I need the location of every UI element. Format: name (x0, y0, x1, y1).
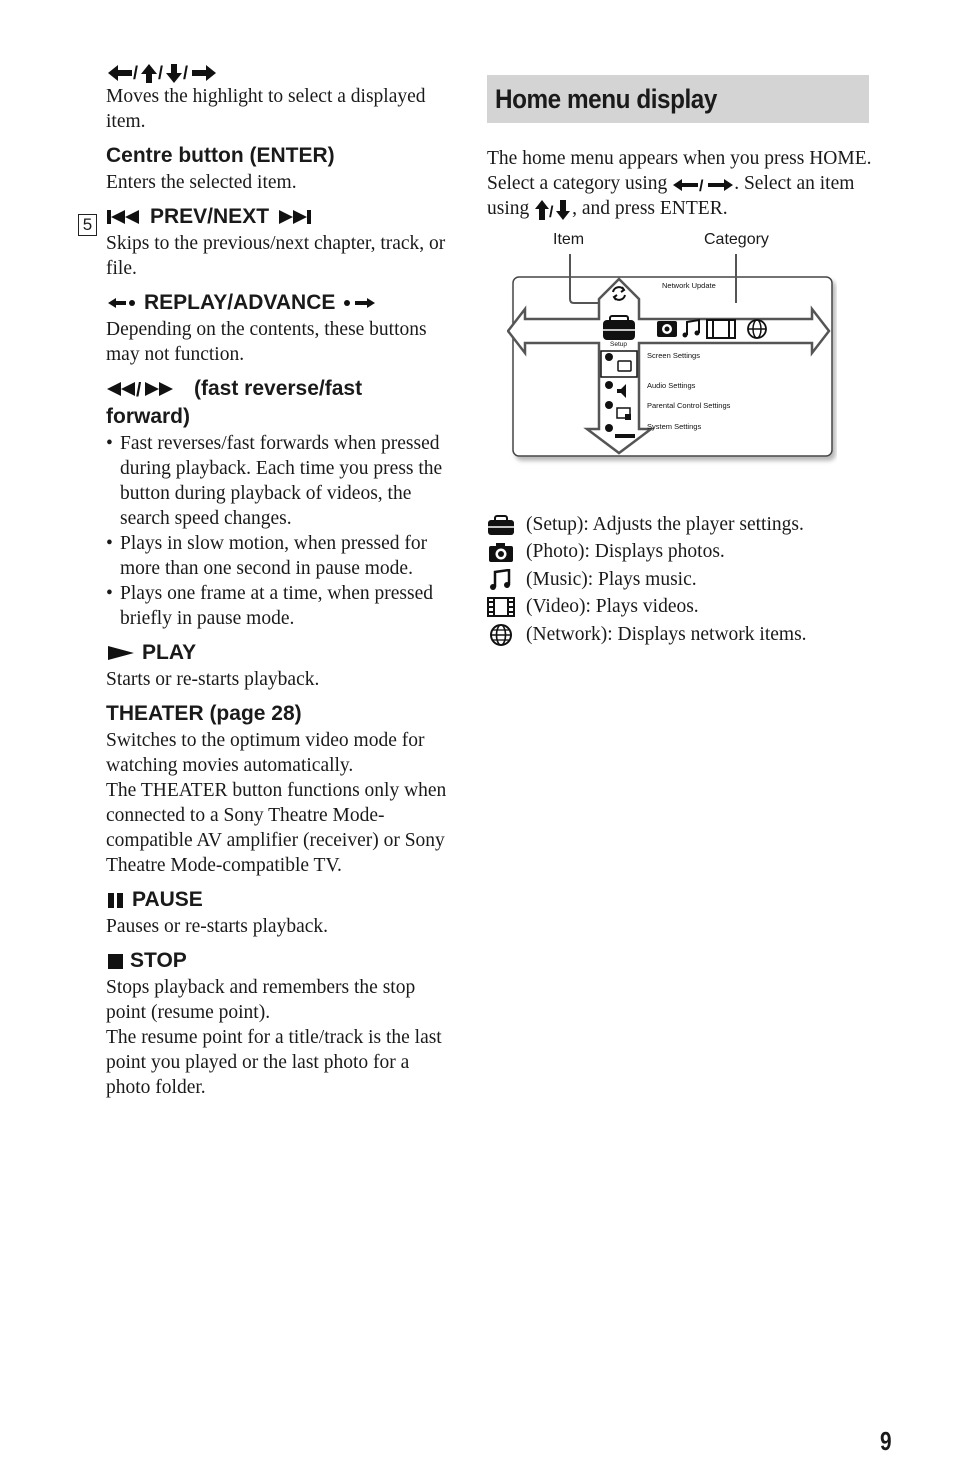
menu-item-audio-settings: Audio Settings (647, 381, 696, 390)
arrow-keys-icon (106, 62, 218, 84)
pause-desc: Pauses or re-starts playback. (106, 916, 329, 937)
photo-icon (487, 540, 515, 564)
list-item: • Fast reverses/fast forwards when pressed during playback. Each time you press the button during playback of videos, the search speed changes. (106, 431, 456, 531)
next-icon (275, 208, 313, 226)
list-item (487, 594, 877, 622)
prevnext-heading (106, 203, 456, 231)
svg-text:/: / (549, 203, 554, 221)
enter-heading: Centre button (ENTER) (106, 144, 335, 167)
list-item: • Plays in slow motion, when pressed for more than one second in pause mode. (106, 531, 456, 581)
category-list (487, 511, 877, 649)
pause-heading (106, 886, 456, 914)
left-right-arrows-icon (672, 177, 734, 193)
section-replay (106, 289, 456, 367)
right-column (487, 75, 877, 649)
play-label: PLAY (142, 641, 197, 664)
section-theater (106, 700, 456, 878)
network-icon (487, 623, 515, 647)
list-item (487, 539, 877, 567)
theater-desc-2: The THEATER button functions only when connected to a Sony Theatre Mode-compatible AV amplifier (receiver) or Sony Theatre Mode-compatible TV. (106, 780, 447, 876)
stop-desc-2: The resume point for a title/track is the last point you played or the last photo for a photo folder. (106, 1027, 442, 1098)
category-video-text: (Video): Plays videos. (526, 596, 699, 618)
setup-icon (487, 513, 515, 537)
fast-reverse-forward-icon (106, 380, 188, 398)
svg-text:/: / (183, 63, 189, 83)
page-title: Home menu display (495, 83, 717, 114)
intro-text-b: . (734, 173, 740, 194)
diagram-label-item: Item (553, 231, 585, 248)
navigation-desc: Moves the highlight to select a displayed item. (106, 86, 426, 132)
enter-desc: Enters the selected item. (106, 172, 297, 193)
list-item (487, 621, 877, 649)
play-icon (106, 644, 136, 662)
category-setup-text: (Setup): Adjusts the player settings. (526, 513, 804, 535)
menu-item-parental-control: Parental Control Settings (647, 401, 731, 410)
section-enter (106, 142, 456, 195)
intro-paragraph (487, 146, 877, 221)
svg-text:/: / (158, 63, 164, 83)
prevnext-desc: Skips to the previous/next chapter, track, or file. (106, 233, 446, 279)
music-icon (487, 568, 515, 592)
section-prevnext (106, 203, 456, 281)
replay-label: REPLAY/ADVANCE (144, 291, 336, 314)
prev-icon (106, 208, 144, 226)
advance-icon (341, 295, 377, 311)
step-number-box: 5 (78, 214, 97, 236)
replay-icon (106, 295, 138, 311)
intro-text-c: Select an item using (487, 173, 855, 219)
svg-text:/: / (136, 380, 142, 398)
intro-text-d: , and press ENTER. (572, 198, 728, 219)
fast-heading (106, 375, 456, 403)
menu-item-screen-settings: Screen Settings (647, 351, 700, 360)
section-pause (106, 886, 456, 939)
pause-icon (106, 891, 126, 909)
theater-heading: THEATER (page 28) (106, 702, 302, 725)
prevnext-label: PREV/NEXT (150, 205, 270, 228)
section-navigation (106, 62, 456, 134)
intro-text-a: The home menu appears when you press HOME. Select a category using (487, 148, 872, 194)
section-stop (106, 947, 456, 1100)
arrow-keys-heading (106, 62, 456, 84)
section-fast (106, 375, 456, 631)
menu-item-system-settings: System Settings (647, 422, 702, 431)
play-heading (106, 639, 456, 667)
up-down-arrows-icon (534, 199, 572, 221)
network-update-label: Network Update (662, 281, 716, 290)
stop-icon (106, 952, 124, 970)
home-menu-diagram (507, 231, 837, 471)
svg-text:/: / (699, 177, 704, 193)
svg-text:/: / (133, 63, 139, 83)
pause-label: PAUSE (132, 888, 203, 911)
replay-heading (106, 289, 456, 317)
setup-label: Setup (610, 341, 627, 348)
stop-heading (106, 947, 456, 975)
theater-desc: Switches to the optimum video mode for watching movies automatically. (106, 730, 425, 776)
diagram-label-category: Category (704, 231, 769, 248)
fast-label-b: forward) (106, 405, 190, 428)
section-heading-banner (487, 75, 869, 123)
list-item: • Plays one frame at a time, when pressed briefly in pause mode. (106, 581, 456, 631)
fast-label-a: (fast reverse/fast (194, 377, 363, 400)
stop-label: STOP (130, 949, 187, 972)
list-item (487, 511, 877, 539)
list-item (487, 566, 877, 594)
stop-desc: Stops playback and remembers the stop point (resume point). (106, 977, 416, 1023)
fast-bullet-list (106, 431, 456, 631)
category-music-text: (Music): Plays music. (526, 568, 697, 590)
play-desc: Starts or re-starts playback. (106, 669, 320, 690)
section-play (106, 639, 456, 692)
page-number: 9 (880, 1426, 892, 1456)
video-icon (487, 595, 515, 619)
left-column (106, 62, 456, 1108)
replay-desc: Depending on the contents, these buttons may not function. (106, 319, 427, 365)
category-network-text: (Network): Displays network items. (526, 623, 807, 645)
category-photo-text: (Photo): Displays photos. (526, 541, 725, 563)
